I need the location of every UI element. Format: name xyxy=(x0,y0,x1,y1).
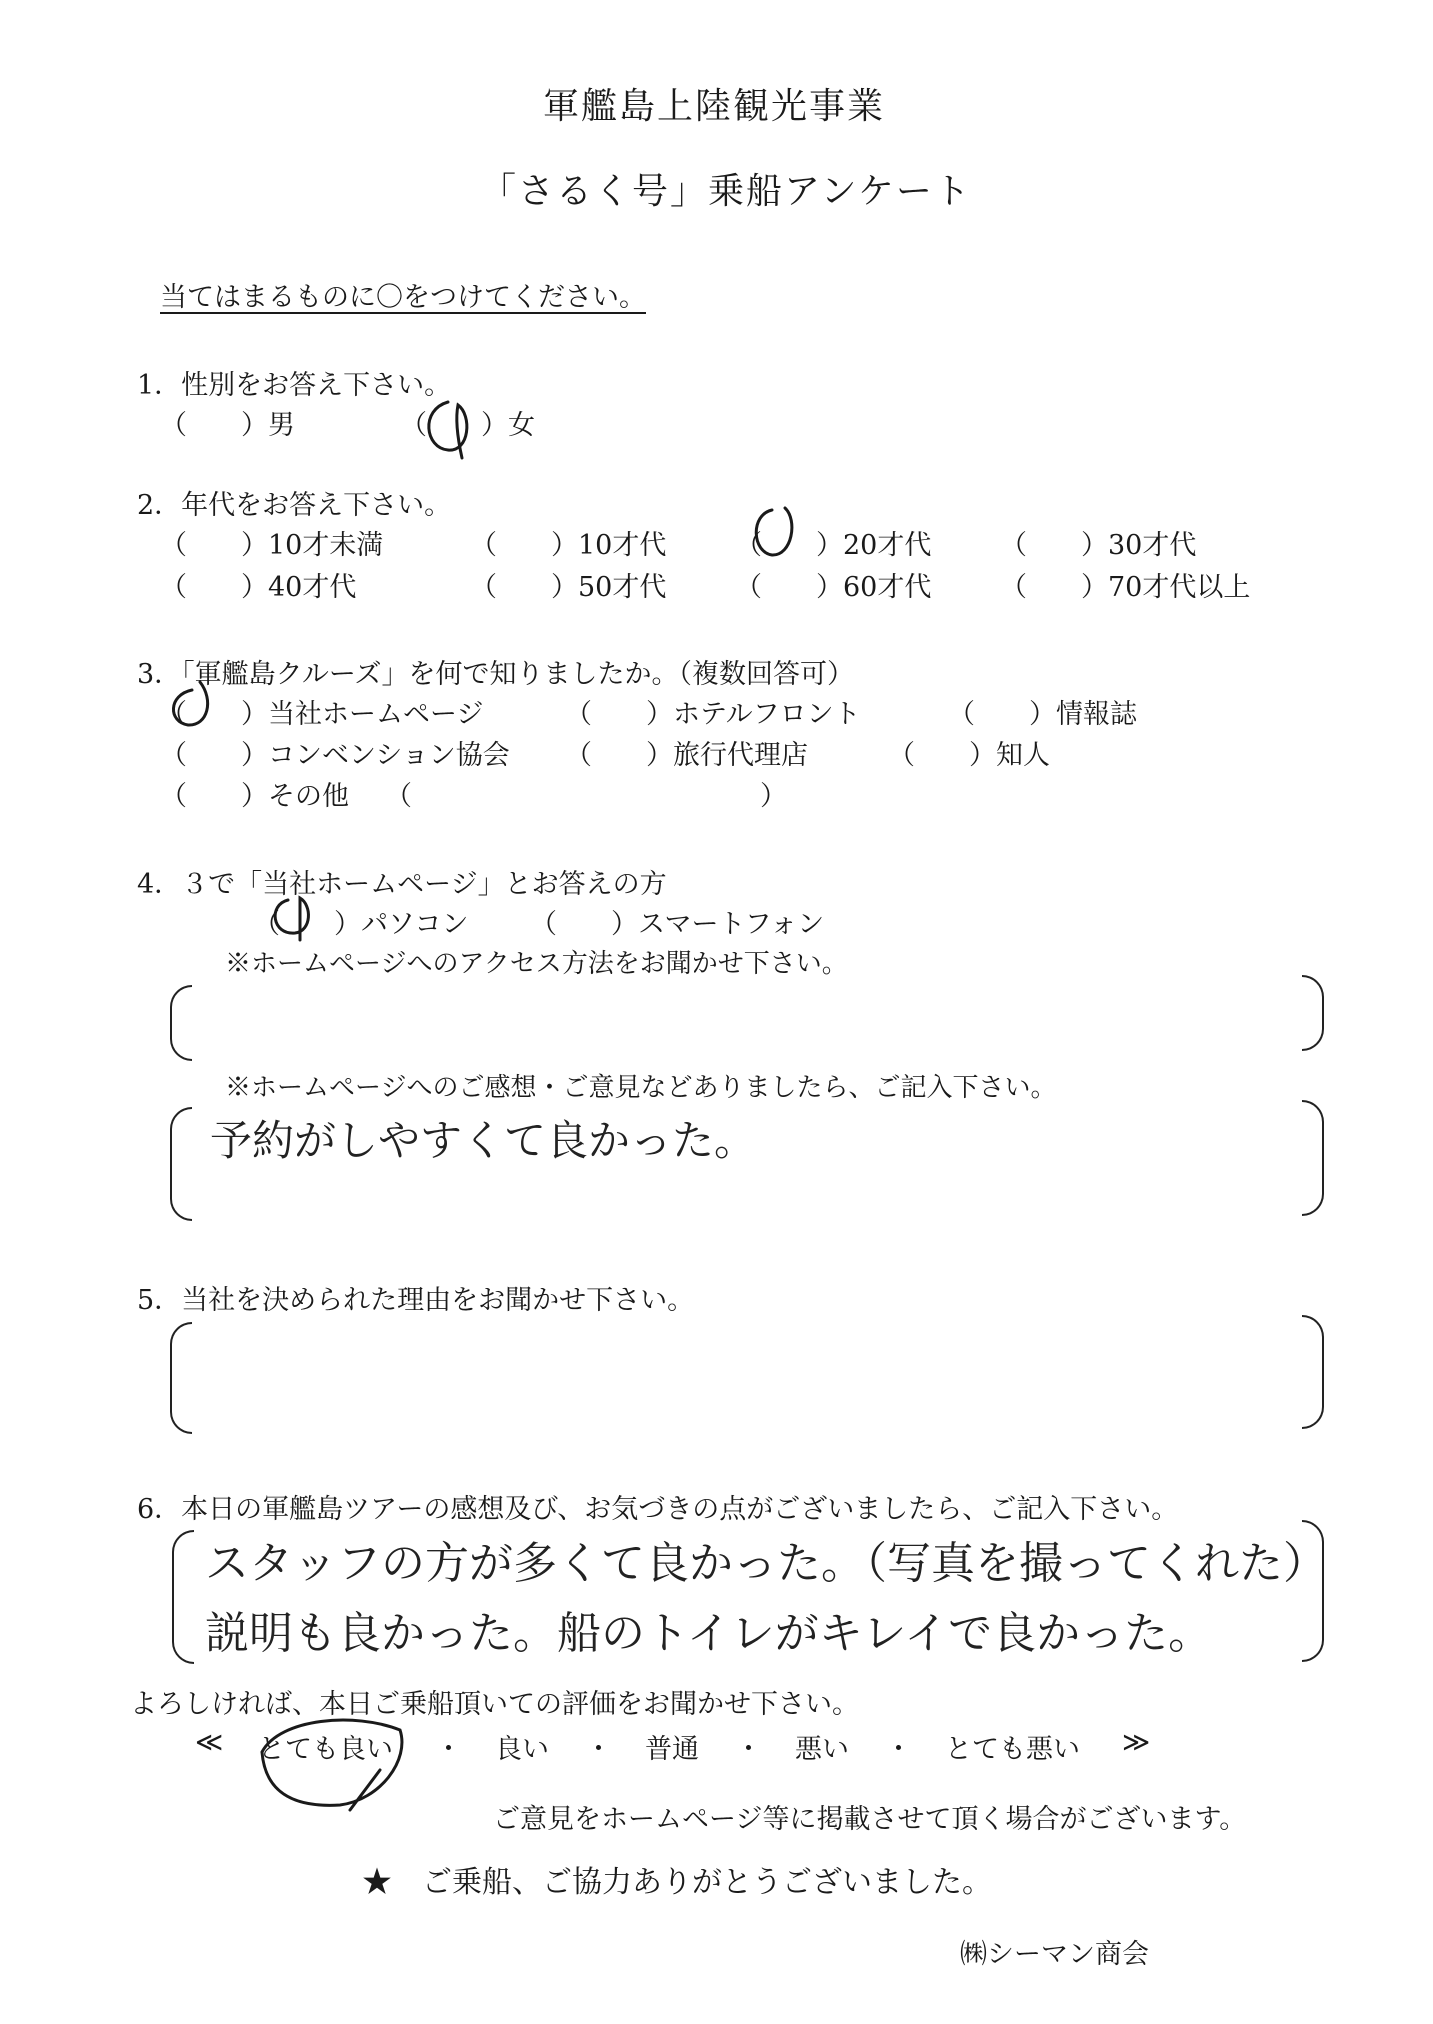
q2-label: 2．年代をお答え下さい。 xyxy=(137,490,452,521)
rating-prompt: よろしければ、本日ご乗船頂いての評価をお聞かせ下さい。 xyxy=(130,1689,859,1720)
rating-close-bracket: ≫ xyxy=(1122,1727,1151,1758)
rating-sep-4: ・ xyxy=(885,1734,912,1765)
q2-option-10s[interactable]: （ ）10才代 xyxy=(470,530,667,561)
q4-impression-box-left xyxy=(170,1107,192,1221)
q3-other-open-paren: （ xyxy=(385,781,412,812)
q6-answer-line2[interactable]: 説明も良かった。船のトイレがキレイで良かった。 xyxy=(205,1608,1213,1659)
rating-sep-3: ・ xyxy=(735,1734,762,1765)
q5-box-left xyxy=(170,1322,192,1434)
q2-option-60s[interactable]: （ ）60才代 xyxy=(735,572,932,603)
survey-title: 軍艦島上陸観光事業 xyxy=(543,86,886,127)
footer-thanks: ★ ご乗船、ご協力ありがとうございました。 xyxy=(362,1865,992,1900)
rating-open-bracket: ≪ xyxy=(195,1727,224,1758)
q3-option-hotel-front[interactable]: （ ）ホテルフロント xyxy=(565,699,861,730)
q4-impression-answer[interactable]: 予約がしやすくて良かった。 xyxy=(210,1116,757,1165)
q3-option-homepage[interactable]: （ ）当社ホームページ xyxy=(160,699,484,730)
company-name: ㈱シーマン商会 xyxy=(960,1939,1149,1970)
q5-label: 5．当社を決められた理由をお聞かせ下さい。 xyxy=(137,1285,695,1316)
q4-impression-note: ※ホームページへのご感想・ご意見などありましたら、ご記入下さい。 xyxy=(225,1073,1057,1103)
rating-sep-2: ・ xyxy=(585,1734,612,1765)
rating-good[interactable]: 良い xyxy=(495,1734,549,1765)
q6-label: 6．本日の軍艦島ツアーの感想及び、お気づきの点がございましたら、ご記入下さい。 xyxy=(137,1494,1179,1525)
q3-other-close-paren: ） xyxy=(760,781,787,812)
footer-disclaimer: ご意見をホームページ等に掲載させて頂く場合がございます。 xyxy=(493,1804,1247,1835)
q4-access-note: ※ホームページへのアクセス方法をお聞かせ下さい。 xyxy=(225,949,848,979)
q4-access-box-right xyxy=(1302,975,1324,1051)
q1-label: 1．性別をお答え下さい。 xyxy=(137,370,452,401)
survey-subtitle: 「さるく号」乗船アンケート xyxy=(480,171,972,212)
rating-very-good[interactable]: とても良い xyxy=(258,1734,393,1765)
q6-box-left xyxy=(172,1530,194,1664)
q5-box-right xyxy=(1302,1315,1324,1429)
q1-option-female[interactable]: （ ）女 xyxy=(400,410,535,441)
q1-option-male[interactable]: （ ）男 xyxy=(160,410,295,441)
q2-option-under10[interactable]: （ ）10才未満 xyxy=(160,530,384,561)
q2-option-20s[interactable]: （ ）20才代 xyxy=(735,530,932,561)
q2-option-40s[interactable]: （ ）40才代 xyxy=(160,572,357,603)
q4-access-box-left xyxy=(170,985,192,1061)
q3-option-acquaintance[interactable]: （ ）知人 xyxy=(888,740,1050,771)
q4-option-pc[interactable]: （ ）パソコン xyxy=(253,909,469,940)
q2-option-70plus[interactable]: （ ）70才代以上 xyxy=(1000,572,1251,603)
q3-option-convention[interactable]: （ ）コンベンション協会 xyxy=(160,740,510,771)
rating-bad[interactable]: 悪い xyxy=(795,1734,849,1765)
rating-very-bad[interactable]: とても悪い xyxy=(945,1734,1080,1765)
q2-option-30s[interactable]: （ ）30才代 xyxy=(1000,530,1197,561)
rating-sep-1: ・ xyxy=(435,1734,462,1765)
q3-option-magazine[interactable]: （ ）情報誌 xyxy=(948,699,1137,730)
q6-answer-line1[interactable]: スタッフの方が多くて良かった。（写真を撮ってくれた） xyxy=(205,1538,1327,1589)
q3-label: 3．「軍艦島クルーズ」を何で知りましたか。（複数回答可） xyxy=(137,659,855,690)
q3-option-travel-agency[interactable]: （ ）旅行代理店 xyxy=(565,740,808,771)
q3-option-other[interactable]: （ ）その他 xyxy=(160,781,349,812)
q4-option-smartphone[interactable]: （ ）スマートフォン xyxy=(530,909,825,940)
q4-label: 4．３で「当社ホームページ」とお答えの方 xyxy=(137,869,667,900)
rating-normal[interactable]: 普通 xyxy=(645,1734,699,1765)
q4-impression-box-right xyxy=(1302,1100,1324,1216)
instruction-text: 当てはまるものに〇をつけてください。 xyxy=(160,282,646,313)
q2-option-50s[interactable]: （ ）50才代 xyxy=(470,572,667,603)
